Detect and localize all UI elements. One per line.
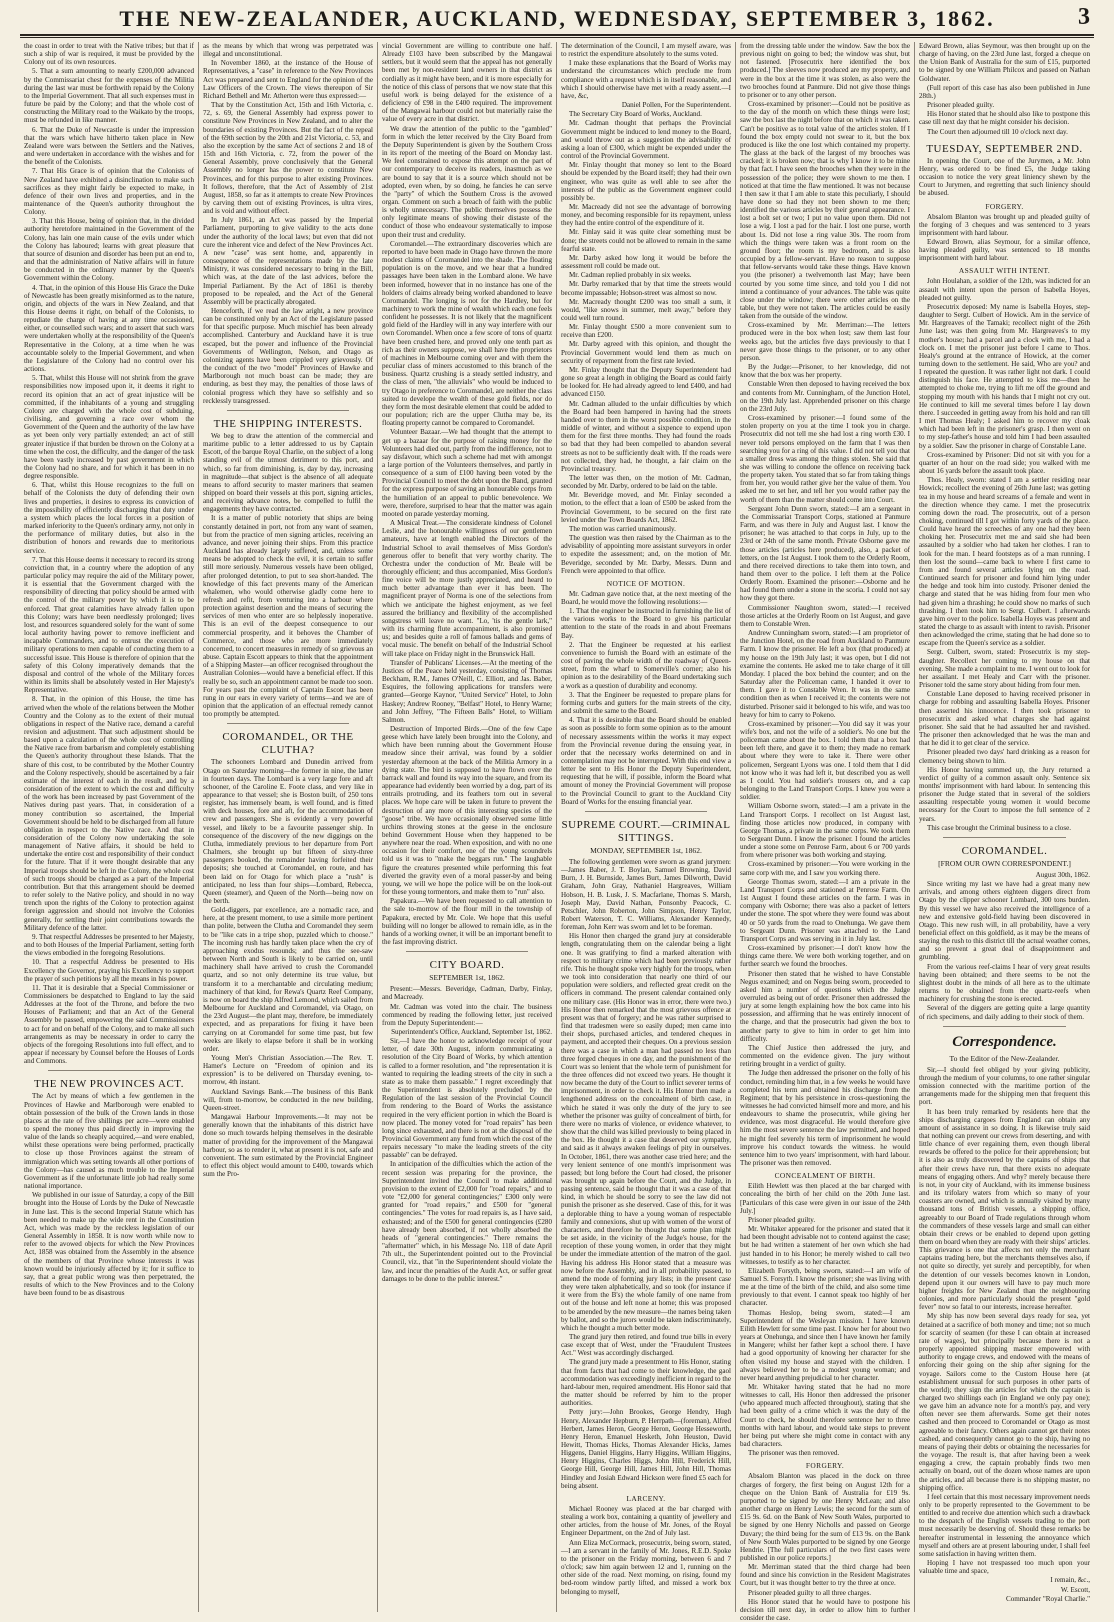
paragraph: Elizabeth Forsyth, being sworn, stated:—I am wife of Samuel S. Forsyth. I know the prisoner; she was living with me at the time of the birth of the child, and also some time previously to that event. I cannot speak too highly of her character. <box>740 1266 910 1308</box>
masthead <box>20 4 1094 36</box>
paragraph: Constable Lane deposed to having received prisoner in charge for robbing and assaulting Isabella Hoyes. Prisoner then asserted his innocence. I then took prisoner to prosecutrix and asked what charges she had against prisoner. She said that he had assaulted her and ravished. The prisoner then acknowledged that he was the man and that he did it to get clear of the service. <box>919 690 1090 748</box>
letter-signature: Daniel Pollen, For the Superintendent. <box>621 101 731 110</box>
paragraph: Ann Eliza McCormack, prosecutrix, being sworn, stated,—I am a servant in the family of Mr. Jones, R.E.D. Spoke to the prisoner on the Friday morning, between 6 and 7 o'clock; saw him again between 12 and 1, running on the other side of the road. Next morning, on rising, found my bed-room window partly lifted, and missed a work box belonging to myself, <box>561 1538 731 1596</box>
paragraph: 5. That a sum amounting to nearly £200,000 advanced by the Commissariat chest for the expenses of the Militia during the last war must be forthwith repaid by the Colony to the Imperial Government. That all such expenses must in future be paid by the Colony; and that the whole cost of constructing the Military road to the Waikato by the troops, must be refunded in like manner. <box>24 67 194 125</box>
paragraph: We published in our issue of Saturday, a copy of the Bill brought into the House of Lords by the Duke of Newcastle in June last. This is the second Imperial Statute which has been needed to make up the wide rent in the Constitution Act, which was made by the reckless legislation of our General Assembly in 1858. It is now worth while now to refer to the avowed objects for which the New Provinces Act, 1858 was obtained from the Assembly in the absence of the members of that Province whose interests it was known would be injuriously affected by it; for it suffice to say, that a great public wrong was then perpetrated, the results of which to the New Provinces and to the Colony have been found to be as disastrous <box>24 1191 194 1298</box>
paragraph: 6. That the Duke of Newcastle is under the impression that the wars which have hitherto taken place in New Zealand were wars between the Settlers and the Natives, and were undertaken in accordance with the wishes and for the benefit of the Colonists. <box>24 125 194 167</box>
paragraph: Thomas Heslop, being sworn, stated:—I am Superintendent of the Wesleyan mission. I have known Eilith Hewlett for some time past. I know her for about two years at Onehunga, and since then I have known her family in Mangere; whilst her father kept a school there. I have had a good opportunity of knowing her character for she often visited my house and stayed with the children. I always believed her to be a modest young woman; and never heard anything prejudicial to her character. <box>740 1308 910 1382</box>
paragraph: Absalom Blanton was brought up and pleaded guilty of the forging of 3 cheques and was sentenced to 3 years imprisonment with hard labour. <box>919 212 1090 237</box>
paragraph: as the means by which that wrong was perpetrated was illegal and unconstitutional. <box>203 42 373 59</box>
paragraph: Constable Wren then deposed to having received the box and contents from Mr. Cunningham, of the Junction Hotel, on the 19th July last. Apprehended prisoner on this charge on the 23rd July. <box>740 380 910 413</box>
paragraph: A Musical Treat.—The considerate kindness of Colonel Leslie, and the honourable willingness of our gentlemen amateurs, have at length enabled the Directors of the Industrial School to avail themselves of Miss Gordon's generous offer to benefit that very worthy charity. The Orchestra under the conduction of Mr. Beale will be thoroughly efficient; and thus accompanied, Miss Gordon's fine voice will be more justly appreciated, and heard to much better advantage than ever it has been. The magnificent prayer of Norma is one of the selections from which we anticipate the highest enjoyment, as we feel assured the brilliancy and flexibility of the accomplished songstress will leave no want. "Lo, 'tis the gentle lark," with its charming flute accompaniment, is also promised us; and besides quite a roll of famous ballads and gems of vocal music. The benefit on behalf of the Industrial School will take place on Friday night in the Brunswick Hall. <box>382 519 552 658</box>
article-subheading: [FROM OUR OWN CORRESPONDENT.] <box>938 858 1071 868</box>
paragraph: Edward Brown, alias Seymour, for a similar offence, having pleaded guilty, was sentenced to 18 months imprisonment with hard labour. <box>919 237 1090 263</box>
paragraph: Cross-examined by prisoner:—I don't know how the things came there. We were both working together, and on further search we found the brooches. <box>740 944 910 969</box>
divider <box>227 723 349 724</box>
paragraph: Andrew Cunningham sworn, stated:—I am proprietor of the Junction Hotel, on the road from Auckland to Panmure Farm. I know the prisoner. He left a box (that produced) at my house on the 19th July last; it was open, but I did not examine the contents. He asked me to take charge of it till Monday. I placed the box behind the counter; and on the Saturday after the Policeman came, I handed it over to them. I gave it to Constable Wren. It was in the same condition then as when I received it; the contents were not disturbed. Prisoner said it belonged to his wife, and was too heavy for him to carry to Pokeno. <box>740 629 910 719</box>
paragraph: Volunteer Bazaar.—We had thought that the attempt to get up a bazaar for the purpose of raising money for the Volunteers had died out, partly from the indifference, not to say disfavour, which such a scheme had met with amongst a large portion of the Volunteers themselves, and partly in consequence of a sum of £100 having been voted by the Provincial Council to meet the debt upon the Band, granted for the express purpose of saving an honourable corps from the humiliation of an appeal to public benevolence. We were, therefore, surprised to hear that the matter was again mooted on parade yesterday morning. <box>382 428 552 518</box>
paragraph: Mr. Darby agreed with this opinion, and thought the Provincial Government would lend them as much on security of repayment from the first rate levied. <box>561 340 731 365</box>
paragraph: I make these explanations that the Board of Works may understand the circumstances which preclude me from compliance with a request which is in itself reasonable, and which I should otherwise have met with a ready assent.—I have, &c, <box>561 59 731 100</box>
column-6 <box>915 42 1094 1612</box>
paragraph: 6. That, whilst this House recognizes to the full on behalf of the Colonists the duty of defending their own lives and properties, it desires to express its conviction of the impossibility of efficiently discharging that duty under a system which places the local forces in a position of marked inferiority to the Queen's ordinary army, not only in the performance of military duties, but also in the distribution of honors and rewards due to meritorious service. <box>24 481 194 555</box>
column-1 <box>20 42 199 1612</box>
column-2 <box>199 42 378 1612</box>
paragraph: Mr. Darby asked how long it would be before the assessment roll could be made out. <box>561 253 731 271</box>
paragraph: We draw the attention of the public to the "gambled" form in which the letter received by the City Board from the Deputy Superintendent is given by the Southern Cross in its report of the meeting of the Board on Monday last. We feel constrained to expose this attempt on the part of our contemporary to deceive its readers, inasmuch as we are bound to say that it is a source which should not be adopted, even when, by so doing, he fancies he can serve the "party" of which the Southern Cross is the avowed organ. Comment on such a breach of faith with the public is wholly unnecessary. The public themselves possess the only legitimate means of showing their distaste of the conduct of those who endeavour systematically to impose upon their trust and credulity. <box>382 124 552 239</box>
paragraph: The question was then raised by the Chairman as to the advisability of appointing more assistant surveyors in order to expedite the assessment; and, on the motion of Mr. Beveridge, seconded by Mr. Darby, Messrs. Dunn and French were appointed to that office. <box>561 534 731 575</box>
paragraph: 11. That it is desirable that a Special Commissioner or Commissioners be despatched to England to lay the said Addresses at the foot of the Throne, and before the two Houses of Parliament; and that an Act of the General Assembly be passed, empowering the said Commissioners to act for and on behalf of the Colony, and to make all such arrangements as may be necessary in order to carry the objects of the foregoing Resolutions into full effect, and to appear if necessary by Counsel before the Houses of Lords and Commons. <box>24 983 194 1066</box>
paragraph: The Act by means of which a few gentlemen in the Provinces of Hawke and Marlborough were enabled to obtain possession of the bulk of the Crown lands in those places at the rate of five shillings per acre—were enabled to spend the money thus paid directly in improving the value of the lands so cheaply acquired,—and were enabled, whilst these operations were being performed, practically to close up those Provinces against the stream of immigration which was setting towards all other portions of the Colony—has caused as much trouble to the Imperial Government as if the unfortunate little job had really some national importance. <box>24 1092 194 1191</box>
letter-salutation-heading: To the Editor of the New-Zealander. <box>949 1053 1060 1063</box>
paragraph: Mr. Finlay thought £500 a more convenient sum to receive than £200. <box>561 323 731 340</box>
paragraph: 3. That this House, being of opinion that, in the divided authority heretofore maintained in the Government of the Colony, has lain one main cause of the evils under which the Colony has laboured; learns with great pleasure that that source of disunion and disorder has been put an end to, and that the administration of Native affairs will in future be conducted in the ordinary manner by the Queen's Government within the Colony. <box>24 217 194 283</box>
paragraph: from the dressing table under the window. Saw the box the previous night on going to bed; the window was shut, but not fastened. [Prosecutrix here identified the box produced.] The sleeves now produced are my property, and were in the box at the time it was stolen, as also were the two brooches found at Panmure. Did not give those things to prisoner or to any other person. <box>740 42 910 99</box>
paragraph: Mr. Cadman gave notice that, at the next meeting of the Board, he would move the following resolutions:— <box>561 589 731 606</box>
newspaper-title: THE NEW-ZEALANDER, AUCKLAND, WEDNESDAY, SEPTEMBER 3, 1862. <box>119 6 995 31</box>
paragraph: The motion was carried unanimously. <box>569 524 676 533</box>
paragraph: Cross-examined by prisoner:—I found some of the stolen property on you at the time I took you in charge. Prosecutrix did not tell me she had lost a ring worth £30. I never told persons employed on the farm that I was then searching you for a ring of this value. I did not tell you that a smaller dress was among the things stolen. She said that she was willing to condone the offence on receiving back the property taken. You stated that so far from taking things from her, you would rather give her the value of them. You asked me to set her, and tell her you would rather pay the worth of them than the matter should come into Court. <box>740 414 910 504</box>
paragraph: 1. That the engineer be instructed in furnishing the list of the various works to the Board to give his particular attention to the state of the roads in and about Freemans Bay. <box>561 607 731 640</box>
paragraph: Michael Rooney was placed at the bar charged with stealing a work box, containing a quantity of jewellery and other articles, from the house of Mr. Jones, of the Royal Engineer Department, on the 2nd of July last. <box>561 1504 731 1538</box>
subheading: LARCENY. <box>626 1493 666 1503</box>
paragraph: The determination of the Council, I am myself aware, was to restrict the expenditure absolutely to the sums voted. <box>561 42 731 59</box>
paragraph: (Full report of this case has also been published in June 28th.) <box>919 83 1090 100</box>
paragraph: From the various reef-claims I hear of very great results having been obtained; and there seems to be not the slightest doubt in the minds of all here as to the ultimate returns to be obtained from the quartz-reefs when machinery for crushing the stone is erected. <box>919 962 1090 1004</box>
paragraph: Eilith Hewlett was then placed at the bar charged with concealing the birth of her child on the 20th June last. [Particulars of this case were given in our issue of the 24th July.] <box>740 1182 910 1215</box>
paragraph: Mr. Darby remarked that by that time the streets would become impassable; Hobson-street was almost so now. <box>561 280 731 297</box>
paragraph: My ship has now been several days ready for sea, yet detained at a sacrifice of both money and time; not so much for scarcity of seamen (for these I can obtain at increased rate of wages), but principally because there is not a properly appointed shipping master empowered with authority to engage crews, and endowed with the means of enforcing their going on the ship after signing for the voyage. Sailors come to the Custom House here (at establishment unusual for such purposes in other parts of the world); they sign the articles for which the captain is charged two shillings each (in England we only pay one); we gave him an advance note for a month's pay, and very often never see them afterwards. Some get their notes cashed and then proceed to Coromandel or Otago as most agreeable to their fancy. Others again cannot get their notes cashed, and consequently cannot go to the ship, having no means of paying their debts or obtaining the necessaries for the voyage. The result is, that after having been a week engaging a crew, the captain probably finds two men actually on board, out of the dozen whose names are upon the articles, and all because there is no shipping master, no shipping office. <box>919 1312 1090 1492</box>
divider <box>585 811 707 812</box>
masthead-rule <box>20 37 1094 38</box>
article-heading: THE SHIPPING INTERESTS. <box>213 417 363 430</box>
paragraph: In July 1861, an Act was passed by the Imperial Parliament, purporting to give validity to the acts done under the authority of the local laws; but even that did not cure the inherent vice and defect of the New Provinces Act. A new "case" was sent home, and, apparently in consequence of the representations made by the late Ministry, it was considered necessary to bring in the Bill, which was, at the date of the last advices, before the Imperial Parliament. By the Act of 1861 is thereby proposed to be repealed, and the Act of the General Assembly will be practically abrogated. <box>203 216 373 306</box>
letter-signature: I remain, &c., <box>1050 1576 1090 1585</box>
section-heading: Correspondence. <box>952 1033 1057 1050</box>
paragraph: I feel certain that this most necessary improvement needs only to be properly represented to the Government to be entitled to and receive due attention which such a drawback to the despatch of the English vessels trading to the port must necessarily be deserving of. Should these remarks be hereafter instrumental in lessening the annoyance which myself and others are at present labouring under, I shall feel some satisfaction in having written them. <box>919 1492 1090 1558</box>
letter-signature: Commander "Royal Charlie." <box>1005 1594 1090 1603</box>
paragraph: The Chief Justice then addressed the jury, and commented on the evidence given. The jury without retiring brought in a verdict of guilty. <box>740 1043 910 1069</box>
paragraph: 10. That a respectful Address be presented to His Excellency the Governor, praying his Excellency to support the prayer of such petitions by all the means in his power. <box>24 958 194 983</box>
paragraph: Thos. Healy, sworn: stated I am a settler residing near Howick; recollect the evening of 26th June last; was getting tea in my house and heard screams of a female and went in the direction whence they came. I met the prosecutrix coming down the road. The prosecutrix, out of a person choking, continued till I got within forty yards of the place. Could have heard the screeches of any one had they been choking her. Prosecutrix met me and said she had been assaulted by a soldier who had taken her clothes. I ran to look for the man. I heard footsteps as of a man running. I then lost the sound—came back to where I first came to from and found several articles lying on the road. Continued search for prisoner and found him lying under the hedge and took him into custody. Prisoner denied the charge and stated that he was hiding from four men who had given him a thrashing; he could show no marks of such thrashing. I then took him to Sergt. Culbert. I afterwards gave him over to the police. Isabella Hoyes was present and stated the charge to as assault with intent to ravish. Prisoner then acknowledged the crime, stating that he had done so to escape from the Queen's service as a soldier. <box>919 476 1090 648</box>
paragraph: Mr. Cadman was voted into the chair. The business commenced by reading the following letter, just received from the Deputy Superintendent:— <box>382 1002 552 1027</box>
paragraph: Mr. Finlay said it was quite clear something must be done; the streets could not be allowed to remain in the same fearful state. <box>561 228 732 253</box>
paragraph: Papakura.—We have been requested to call attention to the sale to-morrow of the flour mill in the township of Papakura, erected by Mr. Cole. We hope that this useful building will no longer be allowed to remain idle, as in the hands of a working owner, it will be an important benefit to the fast improving district. <box>382 897 552 947</box>
paragraph: Prisoner pleaded guilty to all three charges. <box>748 1588 871 1597</box>
paragraph: Gold-diggers, par excellence, are a nomadic race, and here, at the present moment, to use a simile more pertinent than polite, between the Clutha and Coromandel they seem to be "like cats in a tripe shop, puzzled which to choose." The incoming rush has hardly taken place when the cry of approaching exodus resounds; and thus the see-saw between North and South is likely to be carried on, until machinery shall have arrived to crush the Coromandel quartz, and so not only determine its true value, but transform it to a merchantable and circulating medium; machinery of that kind, for Rewa's Quartz Reef Company, is now on board the ship Alfred Lemond, which sailed from Melbourne for Auckland and Coromandel, via Otago, on the 23rd August—the plant may, therefore, be immediately expected, and as preparations for fixing it have been carrying on at Coromandel for some time past, but few weeks are likely to elapse before it shall be in working order. <box>203 906 373 1053</box>
paragraph: 9. That respectful Addresses be presented to her Majesty, and to both Houses of the Imperial Parliament, setting forth the views embodied in the foregoing Resolutions. <box>24 932 194 958</box>
paragraph: Sir,—I should feel obliged by your giving publicity, through the medium of your columns, to one rather singular omission connected with the maritime portion of the arrangements made for the shipping men that frequent this port. <box>919 1065 1090 1107</box>
paragraph: Absalom Blanton was placed in the dock on three charges of forgery, the first being on August 12th for a cheque on the Union Bank of Australia for £19 9s. purported to be signed by one Henry McLean; and also another charge on Henry Lewis; the second for the sum of £15 9s. 6d. on the Bank of New South Wales, purported to be signed by one Henry Nicholls and passed on George Duvary; the third being for the sum of £13 9s. on the Bank of New South Wales purported to be signed by one George Hendrie. [The full particulars of the two first cases were published in our police reports.] <box>740 1472 910 1562</box>
paragraph: vincial Government are willing to contribute one half. Already £103 have been subscribed by the Mangawai settlers, but it would seem that the appeal has not generally been met by non-resident land owners in that district as cordially as it might have been, and it is more especially for the notice of this class of persons that we now state that this useful work is being delayed for the existence of a deficiency of £98 in the £400 required. The improvement of the Mangawai harbour could not but materially raise the value of every acre in that district. <box>382 42 552 124</box>
page-number: 3 <box>1078 4 1090 30</box>
article-date: MONDAY, SEPTEMBER 1st, 1862. <box>590 845 702 855</box>
paragraph: That by the Constitution Act, 15th and 16th Victoria, c. 72, s. 69, the General Assembly had express power to constitute New Provinces in New Zealand, and to alter the boundaries of existing Provinces. But the fact of the repeal of the 69th section by the 20th and 21st Victoria, c. 53, and also the exception by the same Act of sections 2 and 18 of 15th and 16th Victoria, c. 72, from the power of the General Assembly, prove conclusively that the General Assembly no longer has the power to constitute New Provinces, and for this purpose to alter existing Provinces. It follows, therefore, that the Act of Assembly of 21st August, 1858, so far as it attempts to create New Provinces by carving them out of existing Provinces, is ultra vires, and is void and without effect. <box>203 101 373 216</box>
paragraph: Hoping I have not trespassed too much upon your valuable time and space, <box>919 1559 1090 1576</box>
paragraph: It has been truly remarked by residents here that the ships discharging cargoes from England can obtain any amount of assistance in so doing. It is likewise truly said that nothing can prevent our crews from deserting, and with little chance of ever regaining them, even though liberal rewards be offered to the police for their apprehension; but it is also as truly discovered by the captains of ships that after their crews have run, that there exists no adequate means of engaging others. And why? merely because there is not, in your city of Auckland, with its immense business and its trifolary waters from which so many of your coasters are owned, and which is annually visited by many thousand tons of British vessels, a shipping office, agreeably to our Board of Trade regulations through whom the commanders of these vessels large and small can either obtain their crews or be enabled to depend upon getting them on board when they are ready with their ships' articles. This grievance is one that affects not only the merchant captains trading here, but the merchants themselves also, if not quite so directly, yet surely and perceptibly, for when the detention of our vessels becomes known in London, depend upon it our owners will have to pay much more higher freights for New Zealand than the neighbouring colonies, and more particularly should the present "gold fever" now so fatal to our interests, increase hereafter. <box>919 1107 1090 1312</box>
paragraph: Auckland Savings Bank.—The business of this Bank will, from to-morrow, be conducted in the new building, Queen-street. <box>203 1087 373 1112</box>
column-4 <box>557 42 736 1612</box>
article-heading: TUESDAY, SEPTEMBER 2ND. <box>926 142 1083 155</box>
article-heading: COROMANDEL, OR THE CLUTHA? <box>222 731 354 757</box>
paragraph: Mr. Cadman replied probably in six weeks. <box>569 271 692 280</box>
paragraph: Prisoner pleaded two days' hard drinking as a reason for clemency being shown to him. <box>919 748 1090 765</box>
subheading: CONCEALMENT OF BIRTH. <box>774 1171 876 1181</box>
paragraph: John Houlahan, a soldier of the 12th, was indicted for an assault with intent upon the person of Isabella Hoyes, pleaded not guilty. <box>919 277 1090 302</box>
paragraph: Cross-examined by prisoner:—Could not be positive as to the day of the month on which these things were lost; saw the box last the night before that on which it was taken. Can't be positive as to total value of the articles stolen. If I found the box empty could not swear to it, but the box produced is like the one lost which contained my property. The glass at the back of the largest of my brooches was cracked; it is broken now; that is why I know it to be mine by that fact. I have seen the brooches when they were in the possession of the police; they were shown to me then. I noticed at that time the flaw mentioned. It was not because I then saw it that I am able to state this peculiarly, I should have done so had they not been shown to me then; identified the various articles by their general appearance. I lost a bolt set or two; I put no value upon them. Did not lose a wig. I lost a pad for the hair. I lost one purse, worth about 1s. Did not lose a ring value 30s. The room from which the things were taken was a front room on the ground floor; the room is my bedroom, and is also occupied by a fellow-servant. Have no reason to suppose that fellow-servants would take these things. Have known you (the prisoner) a twelvemonth last May; have been courted by you some time since, and told you I did not intend a continuance of your advances. The table was quite close under the window; there were other articles on the table, but they were not taken. The articles could be easily taken from the outside of the window. <box>740 100 911 321</box>
paragraph: The Court then adjourned till 10 o'clock next day. <box>927 127 1068 136</box>
paragraph: 3. That the Engineer be requested to prepare plans for forming curbs and gutters for the main streets of the city, and submit the same to the Board. <box>561 690 731 716</box>
page-columns <box>20 42 1094 1622</box>
column-5 <box>736 42 915 1622</box>
paragraph: Young Men's Christian Association.—The Rev. T. Hamer's Lecture on "Freedom of opinion and its expression" is to be delivered on Thursday evening, to-morrow, 4th instant. <box>203 1053 373 1087</box>
paragraph: Prosecutrix deposed: My name is Isabella Hoyes, step-daughter to Sergt. Culbert of Howick. Am in the service of Mr. Hargreaves of the Tamaki; recollect night of the 26th June last; was then going from Mr. Hargreaves's to my mother's house; had a parcel and a clock with me, I had a clock on. I met the prisoner just before I came to Thos. Healy's ground at the entrance of Howick, at the corner turning down to the settlement. He said, Who are you? and I repeated the question. It was rather light not dark. I could distinguish his face. He attempted to kiss me—then he attempted to choke me, trying to lift me off the ground and stopping my mouth with his hands that I might not cry out. He continued to kill me several times before I lay down there. I succeeded in getting away from his hold and ran till I met Thomas Healy; I asked him to recover my cloak which had been left in the prisoner's grasp. I then went on to my step-father's house and told him I had been assaulted by a soldier. Saw the prisoner in charge of Constable Lane. <box>919 302 1090 450</box>
paragraph: In opening the Court, one of the Jurymen, a Mr. John Henry, was ordered to be fined £5, the Judge taking occasion to notice the very great liniency shewn by the Court to Jurymen, and regretting that such liniency should be abused. <box>919 156 1090 198</box>
article-date: August 30th, 1862. <box>1035 870 1090 879</box>
paragraph: Mr. Merriman stated that the third charge had been found and since his conviction in the Resident Magistrates Court, but it was thought better to try the three at once. <box>740 1563 910 1588</box>
paragraph: Prisoner then stated that he wished to have Constable Negus examined; and on Negus being sworn, proceeded to asked him a number of questions which the Judge overruled as being out of order. Prisoner then addressed the jury at some length explaining how the box came into his possession, and affirming that he was entirely innocent of the charge, and that the prosecutrix had given the box to another party to give to him in order to get him into difficulty. <box>740 969 910 1043</box>
paragraph: The grand jury then retired, and found true bills in every case except that of West, under the "Fraudulent Trustees Act." West was accordingly discharged. <box>561 1332 731 1358</box>
paragraph: 5. That, whilst this House will not shrink from the grave responsibilities now imposed upon it, it deems it right to record its opinion that an act of great injustice will be committed, if the inhabitants of a young and struggling Colony are charged with the whole cost of subduing, civilising, and governing a race over whom the Government of the Queen and the authority of the law have as yet been only very partially extended; an act of still greater injustice if that burden be thrown on the Colony at a time when the cost, the difficulty, and the danger of the task have been vastly increased by past government in which the Colony had no share, and for which it has been in no degree responsible. <box>24 374 194 481</box>
paragraph: Petty jury:—John Brookes, George Hendry, Hugh Henry, Alexander Hepburn, P. Herrpath—(foreman), Alfred Herbert, James Heron, George Heron, George Hesseworth, Henry Heron, Emanuel Hesketh, John Heuston, David Hewitt, Thomas Hicks, Thomas Alexander Hicks, James Higgens, Daniel Higgins, Harry Higgins, William Higgins, Henry Higgins, Charles Higgs, John Hill, Frederick Hill, George Hill, George Hill, James Hill, John Hill, Thomas Hindley and Josiah Edward Hickson were fined £5 each for being absent. <box>561 1408 731 1490</box>
paragraph: By the Judge:—Prisoner, to her knowledge, did not know that the box was her property. <box>740 363 910 380</box>
paragraph: William Osborne sworn, stated:—I am a private in the Land Transport Corps. I recollect on 1st August last, finding those articles now produced, in company with George Thomas, a private in the same corps. We took them to Sergeant Dunn. I know the prisoner. I found the articles under a stone some on Penrose Farm, about 6 or 700 yards from where prisoner was both working and staying. <box>740 802 910 860</box>
paragraph: the coast in order to treat with the Native tribes; but that if such a ship of war is required, it must be provided by the Colony out of its own resources. <box>24 42 194 67</box>
paragraph: The Judge then addressed the prisoner on the folly of his conduct, reminding him that, in a few weeks he would have completed his term and obtained his discharge from the Regiment; that by his persistence in cross-questioning the witnesses he had convicted himself more and more, and his endeavours to shame the prosecutrix, while giving her evidence, was most disgraceful. He would therefore give him the most severe sentence the law permitted, and hoped he might feel severely his term of imprisonment he would improve his conduct towards the witness. he would sentence him to two years' imprisonment, with hard labour. The prisoner was then removed. <box>740 1069 910 1168</box>
article-heading: SUPREME COURT.—CRIMINAL SITTINGS. <box>561 818 731 844</box>
paragraph: Prisoner pleaded guilty. <box>927 101 995 110</box>
paragraph: Mr. Beveridge moved, and Mr. Finlay seconded a motion, to the effect that a loan of £500 be asked from the Provincial Government, to be secured on the first rate levied under the Town Boards Act, 1862. <box>561 491 731 524</box>
paragraph: The grand jury made a presentment to His Honor, stating that from facts that had come to their knowledge, the gaol accommodation was exceedingly inefficient in regard to the hard-labour men, required amendment. His Honor said that the matter should be referred by him to the proper authorities. <box>561 1358 731 1408</box>
paragraph: 7. That His Grace is of opinion that the Colonists of New Zealand have exhibited a disinclination to make such sacrifices as they might fairly be expected to make, in defence of their own lives and properties, and in the maintenance of the Queen's authority throughout the Colony. <box>24 167 194 217</box>
paragraph: It is a matter of public notoriety that ships are being constantly detained in port, not from any want of seamen, but from the practice of men signing articles, receiving an advance, and never joining their ships. From this practice Auckland has already largely suffered, and, unless some means be adopted to check the evil, it is certain to suffer still more seriously. Numerous vessels have been obliged, after prolonged detention, to put to sea short-handed. The knowledge of this fact prevents many of the American whalemen, who would otherwise gladly come here to refresh and refit, from venturing into a harbour where protection against desertion and the means of securing the services of men who enter are so helplessly inoperative. This is an evil of the deepest consequence to our commercial prosperity, and it behoves the Chamber of Commerce, and those who are more immediately concerned, to concert measures in remedy of so grievous an abuse. Captain Escott appears to think that the appointment of a Shipping Master—an officer recognised throughout the Australian Colonies—would have a beneficial effect. If this really be so, such an appointment cannot be made too soon. For years past the complaint of Captain Escott has been rung in our ears in every variety of terms—and we are of opinion that the application of an effectual remedy cannot too promptly be attempted. <box>203 514 373 719</box>
paragraph: The schooners Lombard and Dunedin arrived from Otago on Saturday morning—the former in nine, the latter in fourteen days. The Lombard is a very large fore and aft schooner, of the Caroline E. Foote class, and very like in appearance to that vessel; she is Boston built, of 250 tons register, has immensely beam, is well found, and is fitted with deck houses, fore and aft, for the accommodation of crew and passengers. She is evidently a very powerful vessel, and likely to be a favourite passenger ship. In consequence of the discovery of the new diggings on the Clutha, immediately previous to her departure from Port Chalmers, she brought up but fifteen of sixty-three passengers booked, the remainder having forfeited their deposits; she touched at Coromandel, en route, and has been laid on for Otago for which place a "rush" is anticipated, no less than four ships—Lombard, Rebecca, Queen (steamer), and Queen of the North—being now on the berth. <box>203 758 373 905</box>
paragraph: This case brought the Criminal business to a close. <box>927 823 1072 832</box>
paragraph: In anticipation of the difficulties which the action of the recent session was preparing for the province, the Superintendent invited the Council to make additional provision to the extent of £2,000 for "road repairs," and to vote "£2,000 for general contingencies;" £300 only were granted for "road repairs," and £500 for "general contingencies." The votes for road repairs is, as I have said, exhausted; and of the £500 for general contingencies (£280 have already been absorbed, if not wholly absorbed the heads of "general contingencies." There remains the "aftermatter" which, in his Message No. 118 of date April 7th ult., the Superintendent pointed out to the Provincial Council, viz., that "in the Superintendent should violate the law, and incur the penalties of the Audit Act, or suffer great damages to be done to the public interest." <box>382 1160 552 1283</box>
divider <box>406 951 528 952</box>
paragraph: His Honor stated that he would have to postpone his decision till next day, in order to allow him to further consider the case. <box>740 1597 910 1622</box>
paragraph: The letter was then, on the motion of Mr. Cadman, seconded by Mr. Darby, ordered to be laid on the table. <box>561 473 731 491</box>
paragraph: The following gentlemen were sworn as grand jurymen:—James Baber, J. T. Boylan, Samuel Browning, David Burn, J. H. Burnside, James Burt, James Dilworth, David Graham, John Gray, Nathaniel Hargreaves, William Hobson, H. B. Lusk, J. S. Macfarlane, Thomas S. Marsh, Joseph May, David Nathan, Ponsonby Peacock, C. Petschler, John Roberton, John Simpson, Henry Taylor, Robert Waterson, T. C. Williams, Alexander Kennedy, foreman, John Kerr was sworn and let to be foreman. <box>561 857 731 932</box>
column-3 <box>378 42 557 1612</box>
paragraph: The prisoner was then removed. <box>748 1449 840 1458</box>
paragraph: 2. That the Engineer be requested at his earliest convenience to furnish the Board with an estimate of the cost of paving the whole width of the roadway of Queen-street, from the wharf to Somerville's corner; also his opinion as to the desirability of the Board undertaking such a work as a question of durability and economy. <box>561 640 731 690</box>
paragraph: Mangawai Harbour Improvements.—It may not be generally known that the inhabitants of this district have done so much towards helping themselves in the desirable matter of providing for the improvement of the Mangawai harbour, so as to render it, what at present it is not, safe and convenient. The sum estimated by the Provincial Engineer to effect this object would amount to £400, towards which sum the Pro- <box>203 1113 373 1179</box>
paragraph: Present:—Messrs. Beveridge, Cadman, Darby, Finlay, and Macready. <box>382 985 552 1002</box>
paragraph: Coromandel.—The extraordinary discoveries which are reported to have been made in Otago have thrown the more modest claims of Coromandel into the shade. The floating population is on the move, and we hear that a hundred passages have been taken in the Lombard alone. We have been informed, however that in no instance has one of the holders of claims already being worked abandoned to leave Coromandel. The longing is not for the Hardley, but for machinery to work the mine of wealth which each one feels confident he possesses. It is not likely that the magnificent gold field of the Hardley will in any way interfere with our own Coromandel. When once a few score of tons of quartz have been crushed here, and proved only one tenth part as rich as their owners suppose, we shall have the proprietors of machines in Melbourne coming over and with them the peculiar class of miners accustomed to this branch of the business. Quartz crushing is a steady settled industry, and the class of men, "the alluvials" who would be induced to try Otago in preference to Coromandel, are neither the class suited to develope the wealth of these gold fields, nor do they form the most desirable element that could be added to our population; rich are the upper Clutha may be, its floating property cannot be compared to Coromandel. <box>382 239 552 428</box>
article-heading: CITY BOARD. <box>429 959 505 972</box>
paragraph: Mr. Whitaker appeared for the prisoner and stated that it had been thought advisable not to contend against the case; but he had written a statement of her own which she had just handed in to his Honor; he merely wished to call two witnesses, to testify as to her character. <box>740 1225 910 1266</box>
paragraph: Henceforth, if we read the law aright, a new province can be constituted only by an Act of the Legislature passed for that specific purpose. Much mischief has been already accomplished. Canterbury and Auckland have it is true escaped, but the power and influence of the Provincial Governments of Wellington, Nelson, and Otago as colonizing agents have been crippled very grievously. Of the conduct of the two "model" Provinces of Hawke and Marlborough not much boast can be made; they are enduring, as best they may, the penalties of those laws of colonial progress which they have so selfishly and so recklessly transgressed. <box>203 307 373 405</box>
divider <box>943 837 1066 838</box>
divider <box>48 1070 170 1071</box>
paragraph: Several of the diggers are getting quite a large quantity of rich specimens, and daily adding to their stock of them. <box>919 1004 1090 1021</box>
paragraph: Mr. Whitaker having stated that he had no more witnesses to call, His Honor then addressed the prisoner (who appeared much affected throughout), stating that she had been guilty of a crime which it was the duty of the Court to check, he should therefore sentence her to three months with hard labour, and would take steps to prevent her being put where she might come in contact with any bad characters. <box>740 1383 910 1449</box>
paragraph: His Honor then charged the grand jury at considerable length, congratulating them on the calendar being a light one. It was gratifying to find a marked alteration with respect to military crime which had been previously rather rife. This he thought spoke very highly for the troops, when we took into consideration that nearly one third of our population were soldiers, and reflected great credit on the officers in command. The present calendar contained only one military case. (His Honor was in error, there were two.) His Honor then remarked that the most grievous offence at present was that of forgery; and he was rather surprised to find that tradesmen were so easily duped; men came into their shops, purchased articles, and tendered cheques in payment, and accepted their cheques. On a previous session there was a case in which a man had passed no less than three forged cheques in one day, and the punishment of the Court was so lenient that the whole term of punishment for the three offences did not exceed two years. He thought it now became the duty of the Court to inflict severer terms of imprisonment, in order to check it. His Honor then made a lengthened address on the concealment of birth case, in which he stated it was only the duty of the jury to see whether the prisoner was guilty of concealment of birth, for there were no marks of violence, or evidence whatever, to show that the child was killed previously to being placed in the box. He thought it a case that deserved our sympathy, and said as it always awaken feelings of pity in ourselves. In October, 1861, there was another case tried here; and the very lenient sentence of one month's imprisonment was passed; but long before the Court had closed, the prisoner was brought up again before the Court, and the Judge, in passing sentence, said he thought that it was a case of that kind, in which he should be sorry to see the law did not punish the prisoner as she deserved. Case of this, for it was a deplorable thing to have a young woman of respectable family and connexions, shut up with women of the worst of characters, and therefore he thought that some plan might be set aside, in the vicinity of the Judge's house, for the reception of these young women, in order that they might be under the immediate attention of the matron of the gaol. Having his address His Honor stated that a measure was now before the Assembly, and in all probability passed, to amend the mode of forming jury lists; in the present case they were taken alphabetically, and so took (for instance if it were from the B's) the whole family of one name from out of the house and left none at home; this was proposed to be amended by the new measure—the names being taken by ballot, and so the jurors would be taken indiscriminately, which he thought a much better mode. <box>561 932 732 1332</box>
paragraph: 4. That it is desirable that the Board should be enabled as soon as possible to form some opinion as to the amount of necessary assessments within the works it may expect from the Provincial revenue during the ensuing year, in order that the necessary works determined on and in contemplation may not be interrupted. With this end view a letter be sent to His Honor the Deputy Superintendent, requesting that he will, if possible, inform the Board what amount of money the Provincial Government will propose to the Provincial Council to grant to the Auckland City Board of Works for the ensuing financial year. <box>561 716 731 806</box>
article-heading: COROMANDEL. <box>961 844 1048 857</box>
paragraph: Transfer of Publicans' Licenses.—At the meeting of the Justices of the Peace held yesterday, consisting of Thomas Beckham, R.M., James O'Neill, C. Elliott, and Jas. Baber, Esquires, the following applications for transfers were granted—George Kaynor, "United Service" Hotel, to John Haskey; Andrew Rooney, "Belfast" Hotel, to Henry Warne; and John Jeffrey, "The Fifteen Balls" Hotel, to William Salmon. <box>382 658 552 724</box>
paragraph: His Honor stated that he should also like to postpone this case till next day that he might consider his decision. <box>919 110 1090 127</box>
paragraph: 4. That, in the opinion of this House His Grace the Duke of Newcastle has been greatly misinformed as to the nature, origin, and objects of the wars in New Zealand, and that this House deems it right, on behalf of the Colonists, to repudiate the charge of having at any time occasioned, either, or counselled such wars; and to assert that such wars were undertaken wholly at the responsibility of the Queen's Representative in the Colony, at a time when he was accountable solely to the Imperial Government, and when the Legislature of the Colony had no control over his actions. <box>24 283 194 374</box>
paragraph: Commissioner Naughton sworn, stated:—I received those articles at the Orderly Room on 1st August, and gave them to Constable Wren. <box>740 603 910 628</box>
paragraph: We beg to draw the attention of the commercial and maritime public to a letter addressed to us by Captain Escott, of the barque Royal Charlie, on the subject of a long standing evil of the utmost detriment to this port, and which, so far from diminishing, is, day by day, increasing in magnitude—that subject is the absence of all adequate means to afford security to master mariners that seamen shipped on board their vessels at this port, signing articles, and receiving advance notes, be compelled to fulfil the engagements they have contracted. <box>203 431 374 514</box>
subheading: ASSAULT WITH INTENT. <box>958 266 1051 276</box>
paragraph: In November 1860, at the instance of the House of Representatives, a "case" in reference to the New Provinces Act was prepared and sent to England for the opinion of the Law Officers of the Crown. The views thereupon of Sir Richard Bethell and Mr. Atherton were thus expressed:— <box>203 59 373 100</box>
letter-signature: W. Escott, <box>1060 1585 1090 1594</box>
paragraph: Mr. Macready did not see the advantage of borrowing money, and becoming responsible for its repayment, unless they had the entire control of the expenditure of it. <box>561 202 731 228</box>
paragraph: Cross-examined by prisoner:—You did say it was your wife's box, and not the wife of a soldier's. No one but the policeman came about the box. I told them that a box had been left there, and gave it to them; they made no remark about where they were to take it. There were other policemen, Sergeant Lyons was one. I told them that I did not know who it was had left it, but described you as well as I could. You had soldier's trousers on, and a cap belonging to the Land Transport Corps. I knew you were a soldier. <box>740 719 910 802</box>
paragraph: Mr. Finlay thought that money so lent to the Board should be expended by the Board itself; they had their own engineer, who was quite as well able to see after the interests of the public as the Government engineer could possibly be. <box>561 161 731 202</box>
paragraph: Sir,—I have the honor to acknowledge receipt of your letter, of date 30th August, inform communicating a resolution of the City Board of Works, by which attention is called to a former resolution, and "the representation it is wanted to requiring the leading streets of the city in such a state as to make them passable." I regret exceedingly that the Superintendent is absolutely precluded by the Regulation of the last session of the Provincial Council from rendering to the Board of Works the assistance required in the very efficient portion in which the Board is now placed. The money voted for "road repairs" has been long since exhausted, and there is not at the disposal of the Provincial Government any fund from which the cost of the repairs necessary "to make the leading streets of the city passable" can be defrayed. <box>382 1037 552 1160</box>
paragraph: Since writing my last we have had a great many new arrivals, and among others eighteen diggers direct from Otago by the clipper schooner Lombard, 300 tons burden. By this vessel we have also received the intelligence of a new and extensive gold-field having been discovered in Otago. This new rush will, in all probability, have a very beneficial effect on this goldfield, as it may be the means of staying the rush to this district till the actual weather comes, and so prevent a great deal of disappointment and grumbling. <box>919 880 1090 962</box>
divider <box>943 1026 1066 1027</box>
paragraph: Cross-examined by Prisoner: Did not sit with you for a quarter of an hour on the road side; you walked with me about 16 yards before the assault took place. <box>919 450 1090 476</box>
subheading: FORGERY. <box>985 201 1024 211</box>
paragraph: Mr. Macready thought £200 was too small a sum, it would, "like snows in summer, melt away," before they could well turn round. <box>561 297 731 322</box>
letter-dateline: Superintendent's Office, Auckland, September 1st, 1862. <box>391 1027 552 1036</box>
divider <box>227 410 349 411</box>
paragraph: Mr. Cadman alluded to the unfair difficulties by which the Board had been hampered in having had the streets handed over to them in the worst possible condition, in the middle of winter, and without a sixpence to expend upon them for the first three months. They had found the roads so bad that they had been compelled to abandon several streets as not to be sufficiently dealt with. If the roads were not collected, they had, he thought, a fair claim on the Provincial treasury. <box>561 399 731 473</box>
paragraph: 7. That this House deems it necessary to record its strong conviction that, in a country where the adoption of any particular policy may require the aid of the Military power, it is essential that the Government charged with the responsibility of directing that policy should be armed with the control of the military power by which it is to be enforced. That great calamities have already fallen upon this Colony; wars have been needlessly prolonged; lives lost, and resources squandered solely for the want of some local authority having power to remove inefficient and incapable Commanders, and to entrust the execution of military operations to men capable of conducting them to a successful issue. This House is therefore of opinion that the safety of this Colony imperatively demands that the disposal and control of the whole of the Military forces within its limits shall be absolutely vested in Her Majesty's Representative. <box>24 555 195 695</box>
subheading: FORGERY. <box>805 1461 845 1471</box>
paragraph: Sergeant John Dunn sworn, stated:—I am a sergeant in the Commissariat Transport Corps, stationed at Panmure Farm, and was there in July and August last. I know the prisoner; he was attached to that corps in July, up to the 23rd or 24th of the same month. Private Osborne gave me those articles (articles here produced), also, a packet of letters, on the 1st August. I took them to the Orderly Room, and there received directions to take them into town, and hand them over to the police. I left them at the Police Orderly Room. Examined the prisoner:—Osborne and he had found them under a stone in the scoria. I could not say how they got there. <box>740 504 910 603</box>
article-heading: THE NEW PROVINCES ACT. <box>34 1078 184 1091</box>
paragraph: Edward Brown, alias Seymour, was then brought up on the charge of having, on the 23rd June last, forged a cheque on the Union Bank of Australia for the sum of £15, purported to be signed by one William Philcox and passed on Nathan Goldwater. <box>919 42 1090 83</box>
paragraph: Mr. Finlay thought that the Deputy Superintendent had gone so great a length in obliging the Board as could fairly be looked for. He had already agreed to lend £400, and had advanced £150. <box>561 365 731 399</box>
paragraph: Destruction of Imported Birds.—One of the few Cape geese which have lately been brought into the Colony, and which have been running about the Government House meadow since their arrival, was found by a soldier yesterday afternoon at the back of the Militia Armory in a dying state. The bird is supposed to have flown over the barrack wall and found its way into the square, and from its appearance had evidently been worried by a dog, part of its entrails protruding, and its feathers torn out in several places. We hope care will be taken in future to prevent the destruction of any more of this interesting species of the "goose" tribe. We have occasionally observed some little urchins throwing stones at the geese in the enclosure behind Government House when they happened to be anywhere near the road. When exposition, and with no one occasion for their comfort, one of the young scoundrels told us it was to "make the beggars run." The laughable figure the creatures presented while performing this feat diverted the gravity even of a moral passer-by and being young, we will we hope the police will be on the look-out for these young tormentors, and make them to "run" also. <box>382 724 552 897</box>
paragraph: Cross-examined by prisoner:—You were working in the same corp with me, and I saw you working there. <box>740 860 910 877</box>
paragraph: His Honor having summed up, the Jury returned a verdict of guilty of a common assault only. Sentence six months' imprisonment with hard labour. In sentencing this prisoner the Judge stated that in several of the soldiers assaulting respectable young women it would become necessary for the Court to impose the full sentence of 2 years. <box>919 765 1090 823</box>
subheading: NOTICE OF MOTION. <box>606 578 686 588</box>
paragraph: George Thomas sworn, stated:—I am a private in the Land Transport Corps and stationed at Penrose Farm. On 1st August I found these articles on the farm. I was in company with Osborne; there was also a packet of letters under the stone. The spot where they were found was about 40 or 50 yards from the road to Onehunga. We gave them to Sergeant Dunn. Prisoner was attached to the Land Transport Corps and was serving in it in July last. <box>740 877 910 943</box>
paragraph: Prisoner pleaded guilty. <box>748 1215 816 1224</box>
paragraph: Cross-examined by Mr. Merriman:—The letters produced were in the box when lost; saw them last four weeks ago, but the articles five days previously to that I never gave those things to the prisoner, or to any other person. <box>740 321 910 362</box>
article-date: SEPTEMBER 1st, 1862. <box>429 973 505 983</box>
paragraph: Sergt. Culbert, sworn, stated: Prosecutrix is my step-daughter. Recollect her coming to my house on that evening. She made a complaint to me. I went out to look for her assailant. I met Healy and Carr with the prisoner. Prisoner told the same story about hiding from four men. <box>919 648 1090 690</box>
paragraph: 8. That, in the opinion of this House, the time has arrived when the whole of the relations between the Mother Country and the Colony as to the extent of their mutual obligations in respect of the Native race, demand a careful revision and adjustment. That such adjustment should be based upon a calculation of the whole cost of controlling the Native race from barbarism and completely establishing the Queen's authority throughout these Islands. That the share of this cost, to be contributed by the Mother Country and the Colony respectively, should be ascertained by a fair estimate of the interest of each in the result, and by a consideration of the extent to which the cost and difficulty of the work has been increased by past Government of the Natives during past years. That, in consideration of a money contribution so ascertained, the Imperial Government should be held to be discharged from all future obligation in respect to the Native race. And that in consideration of the Colony now undertaking the sole management of Native affairs, it should be held to undertake the entire cost and responsibility of their conduct for the future. That if it were thought desirable that any Imperial troops should be left in the Colony, the whole cost of such troops should be charged as a part of the Imperial contribution. But that this arrangement should be deemed to refer solely to the Native policy, and should in no way trench upon the rights of the Colony to protection against foreign aggression and should not involve the Colonies generally, for settling their joint contributions towards the Military defence of the latter. <box>24 695 194 932</box>
paragraph: Mr. Cadman thought that perhaps the Provincial Government might be induced to lend money to the Board, and would throw out as a suggestion the advisability of asking a loan of £300, which might be expended under the control of the Provincial Government. <box>561 119 731 161</box>
paragraph: The Secretary City Board of Works, Auckland. <box>569 110 702 119</box>
